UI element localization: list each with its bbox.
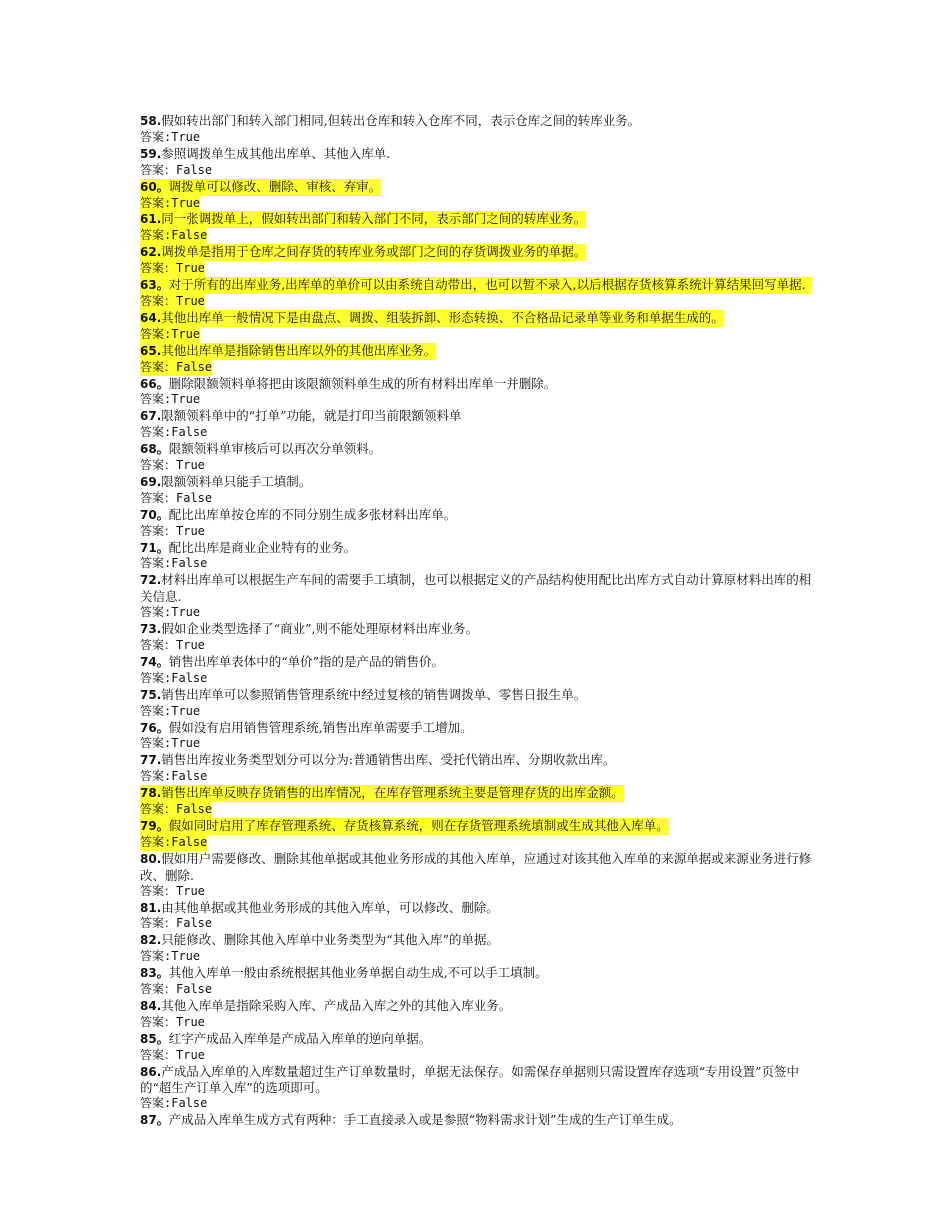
answer-line: 答案:True: [140, 392, 201, 407]
question-number: 77.: [140, 753, 162, 768]
question-number: 71。: [140, 540, 169, 555]
question-item: [140, 752, 812, 769]
question-text: 假如企业类型选择了“商业”,则不能处理原材料出库业务。: [161, 621, 479, 637]
question-text: 销售出库单可以参照销售管理系统中经过复核的销售调拨单、零售日报生单。: [161, 686, 587, 702]
question-number: 76。: [140, 720, 169, 735]
question-text: 限额领料单只能手工填制。: [161, 473, 312, 489]
question-text: 红字产成品入库单是产成品入库单的逆向单据。: [168, 1030, 432, 1046]
question-item: [140, 965, 812, 982]
question-number: 79。: [140, 818, 169, 833]
question-text: 假如转出部门和转入部门相同,但转出仓库和转入仓库不同，表示仓库之间的转库业务。: [161, 113, 641, 128]
answer-line: 答案：False: [140, 982, 213, 997]
answer-line: 答案:True: [140, 703, 201, 718]
question-number: 68。: [140, 442, 169, 457]
answer-line: 答案：False: [140, 916, 213, 931]
question-item: [140, 932, 812, 949]
answer-line: 答案：True: [140, 638, 205, 652]
question-item: [140, 785, 624, 802]
answer-line: 答案：False: [140, 490, 213, 505]
answer-line: 答案:True: [140, 326, 201, 341]
question-item: [140, 1031, 812, 1048]
answer-line: 答案:True: [140, 736, 201, 751]
question-item: [140, 998, 812, 1015]
question-text: 配比出库单按仓库的不同分别生成多张材料出库单。: [168, 506, 457, 522]
question-item: [140, 621, 812, 638]
question-item: [140, 687, 812, 704]
question-text: 删除限额领料单将把由该限额领料单生成的所有材料出库单一并删除。: [168, 375, 557, 391]
answer-line: 答案:False: [140, 769, 208, 784]
question-item: [140, 474, 812, 491]
question-number: 84.: [140, 998, 162, 1013]
question-item: [140, 179, 381, 196]
question-item: [140, 654, 812, 671]
answer-line: 答案：True: [140, 883, 205, 898]
question-text: 调拨单可以修改、删除、审核、弃审。: [168, 178, 382, 194]
answer-line: 答案：True: [140, 458, 205, 473]
question-number: 86.: [140, 1064, 162, 1079]
question-item: [140, 310, 724, 327]
question-text: 由其他单据或其他业务形成的其他入库单，可以修改、删除。: [161, 899, 499, 915]
answer-line: 答案:False: [140, 670, 208, 685]
answer-line: 答案：False: [140, 802, 213, 817]
question-number: 67.: [140, 409, 162, 424]
question-number: 82.: [140, 933, 162, 948]
question-number: 60。: [140, 179, 169, 194]
answer-line: 答案：False: [140, 162, 213, 177]
question-text: 同一张调拨单上，假如转出部门和转入部门不同，表示部门之间的转库业务。: [161, 211, 587, 227]
question-item: [140, 376, 812, 393]
question-number: 87。: [140, 1113, 169, 1128]
answer-line: 答案：True: [140, 523, 205, 538]
question-number: 66。: [140, 376, 169, 391]
question-item: [140, 572, 812, 605]
question-text: 限额领料单审核后可以再次分单领料。: [168, 441, 382, 457]
question-text: 材料出库单可以根据生产车间的需要手工填制，也可以根据定义的产品结构使用配比出库方式自动计算原材料出库的相关信息.: [140, 572, 812, 605]
question-text: 配比出库是商业企业特有的业务。: [168, 539, 357, 555]
question-text: 产成品入库单的入库数量超过生产订单数量时，单据无法保存。如需保存单据则只需设置库存选项“专用设置”页签中的“超生产订单入库”的选项即可。: [140, 1063, 800, 1096]
question-text: 只能修改、删除其他入库单中业务类型为“其他入库”的单据。: [161, 932, 500, 948]
answer-line: 答案:True: [140, 195, 201, 210]
answer-line: 答案:False: [140, 1096, 208, 1111]
question-text: 其他出库单一般情况下是由盘点、调拨、组装拆卸、形态转换、不合格品记录单等业务和单据生成的。: [161, 309, 724, 325]
answer-line: 答案：True: [140, 1047, 205, 1062]
question-item: [140, 408, 812, 425]
question-text: 其他出库单是指除销售出库以外的其他出库业务。: [161, 342, 437, 358]
answer-line: 答案：True: [140, 1014, 205, 1029]
question-text: 其他入库单一般由系统根据其他业务单据自动生成,不可以手工填制。: [168, 965, 548, 981]
question-item: [140, 343, 436, 360]
question-number: 59.: [140, 146, 162, 161]
answer-line: 答案:False: [140, 425, 208, 440]
question-number: 61.: [140, 212, 162, 227]
question-number: 85。: [140, 1031, 169, 1046]
question-text: 其他入库单是指除采购入库、产成品入库之外的其他入库业务。: [161, 997, 512, 1013]
question-number: 65.: [140, 343, 162, 358]
question-text: 销售出库单表体中的“单价”指的是产品的销售价。: [168, 653, 444, 669]
answer-line: 答案：True: [140, 261, 205, 276]
question-text: 调拨单是指用于仓库之间存货的转库业务或部门之间的存货调拨业务的单据。: [161, 244, 587, 260]
question-text: 销售出库单反映存货销售的出库情况，在库存管理系统主要是管理存货的出库金额。: [161, 785, 624, 801]
question-item: [140, 1112, 812, 1129]
answer-line: 答案：False: [140, 359, 213, 374]
question-text: 限额领料单中的“打单”功能，就是打印当前限额领料单: [161, 408, 462, 424]
question-number: 78.: [140, 786, 162, 801]
question-text: 参照调拨单生成其他出库单、其他入库单.: [161, 145, 391, 161]
question-text: 假如用户需要修改、删除其他单据或其他业务形成的其他入库单，应通过对该其他入库单的来源单据或来源业务进行修改、删除.: [140, 850, 812, 883]
question-item: [140, 818, 669, 835]
answer-line: 答案:False: [140, 556, 208, 571]
question-number: 62.: [140, 245, 162, 260]
question-text: 销售出库按业务类型划分可以分为:普通销售出库、受托代销出库、分期收款出库。: [161, 752, 616, 768]
question-text: 假如同时启用了库存管理系统、存货核算系统，则在存货管理系统填制或生成其他入库单。: [168, 817, 669, 833]
question-number: 83。: [140, 966, 169, 981]
question-text: 产成品入库单生成方式有两种：手工直接录入或是参照“物料需求计划”生成的生产订单生成。: [168, 1112, 682, 1128]
question-item: [140, 851, 812, 884]
question-list: [140, 113, 812, 1129]
question-number: 81.: [140, 900, 162, 915]
question-number: 70。: [140, 507, 169, 522]
question-text: 假如没有启用销售管理系统,销售出库单需要手工增加。: [168, 719, 473, 735]
answer-line: 答案:False: [140, 834, 208, 849]
question-text: 对于所有的出库业务,出库单的单价可以由系统自动带出，也可以暂不录入,以后根据存货核算系统计算结果回写单据.: [168, 277, 806, 293]
answer-line: 答案:True: [140, 129, 201, 144]
question-item: [140, 507, 812, 524]
question-item: [140, 146, 812, 163]
question-item: [140, 211, 586, 228]
question-item: [140, 277, 812, 294]
question-number: 80.: [140, 851, 162, 866]
question-number: 63。: [140, 278, 169, 293]
question-item: [140, 1064, 812, 1097]
question-number: 74。: [140, 654, 169, 669]
question-number: 69.: [140, 474, 162, 489]
question-number: 75.: [140, 687, 162, 702]
question-item: [140, 244, 586, 261]
question-number: 64.: [140, 310, 162, 325]
question-item: [140, 441, 812, 458]
question-item: [140, 900, 812, 917]
answer-line: 答案:True: [140, 605, 201, 620]
question-number: 73.: [140, 622, 162, 637]
question-number: 58.: [140, 114, 162, 128]
answer-line: 答案：True: [140, 293, 205, 308]
question-item: [140, 540, 812, 557]
answer-line: 答案:False: [140, 228, 208, 243]
question-item: [140, 113, 812, 130]
answer-line: 答案:True: [140, 949, 201, 964]
question-number: 72.: [140, 573, 162, 588]
question-item: [140, 720, 812, 737]
